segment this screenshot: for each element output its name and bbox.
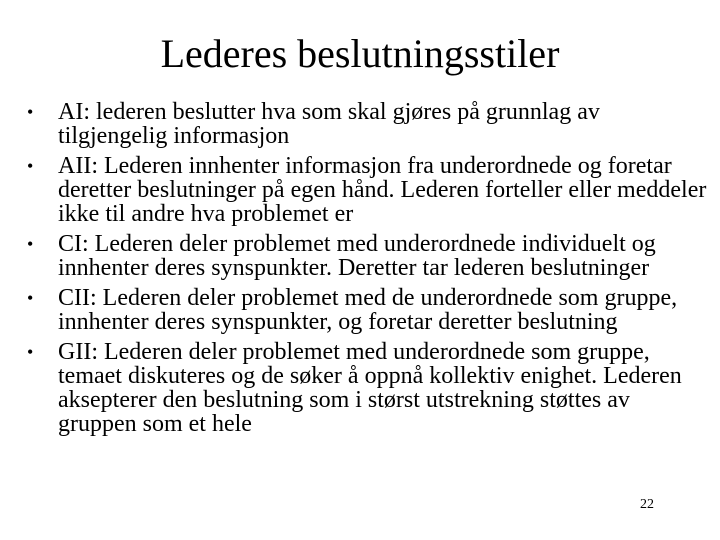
slide-title: Lederes beslutningsstiler	[160, 31, 560, 76]
bullet-icon: •	[27, 102, 34, 122]
bullet-text: GII: Lederen deler problemet med underordnede som gruppe, temaet diskuteres og de søker å oppnå kollektiv enighet. Lederen aksepterer den beslutning som i størst utstrekning støttes av gruppen som et hele	[58, 339, 682, 437]
bullet-text: AII: Lederen innhenter informasjon fra underordnede og foretar deretter beslutninger på egen hånd. Lederen forteller eller meddeler ikke til andre hva problemet er	[58, 153, 707, 227]
bullet-icon: •	[27, 234, 34, 254]
bullet-item-gii	[22, 340, 712, 436]
page-number: 22	[640, 497, 654, 512]
bullet-icon: •	[27, 288, 34, 308]
bullet-text: CII: Lederen deler problemet med de underordnede som gruppe, innhenter deres synspunkter, og foretar deretter beslutning	[58, 285, 678, 335]
bullet-text: AI: lederen beslutter hva som skal gjøres på grunnlag av tilgjengelig informasjon	[58, 99, 600, 149]
bullet-list	[22, 100, 712, 442]
bullet-text: CI: Lederen deler problemet med underordnede individuelt og innhenter deres synspunkter. Deretter tar lederen beslutninger	[58, 231, 656, 281]
bullet-item-cii	[22, 286, 712, 334]
bullet-icon: •	[27, 342, 34, 362]
bullet-item-ai	[22, 100, 712, 148]
bullet-icon: •	[27, 156, 34, 176]
bullet-item-aii	[22, 154, 712, 226]
bullet-item-ci	[22, 232, 712, 280]
